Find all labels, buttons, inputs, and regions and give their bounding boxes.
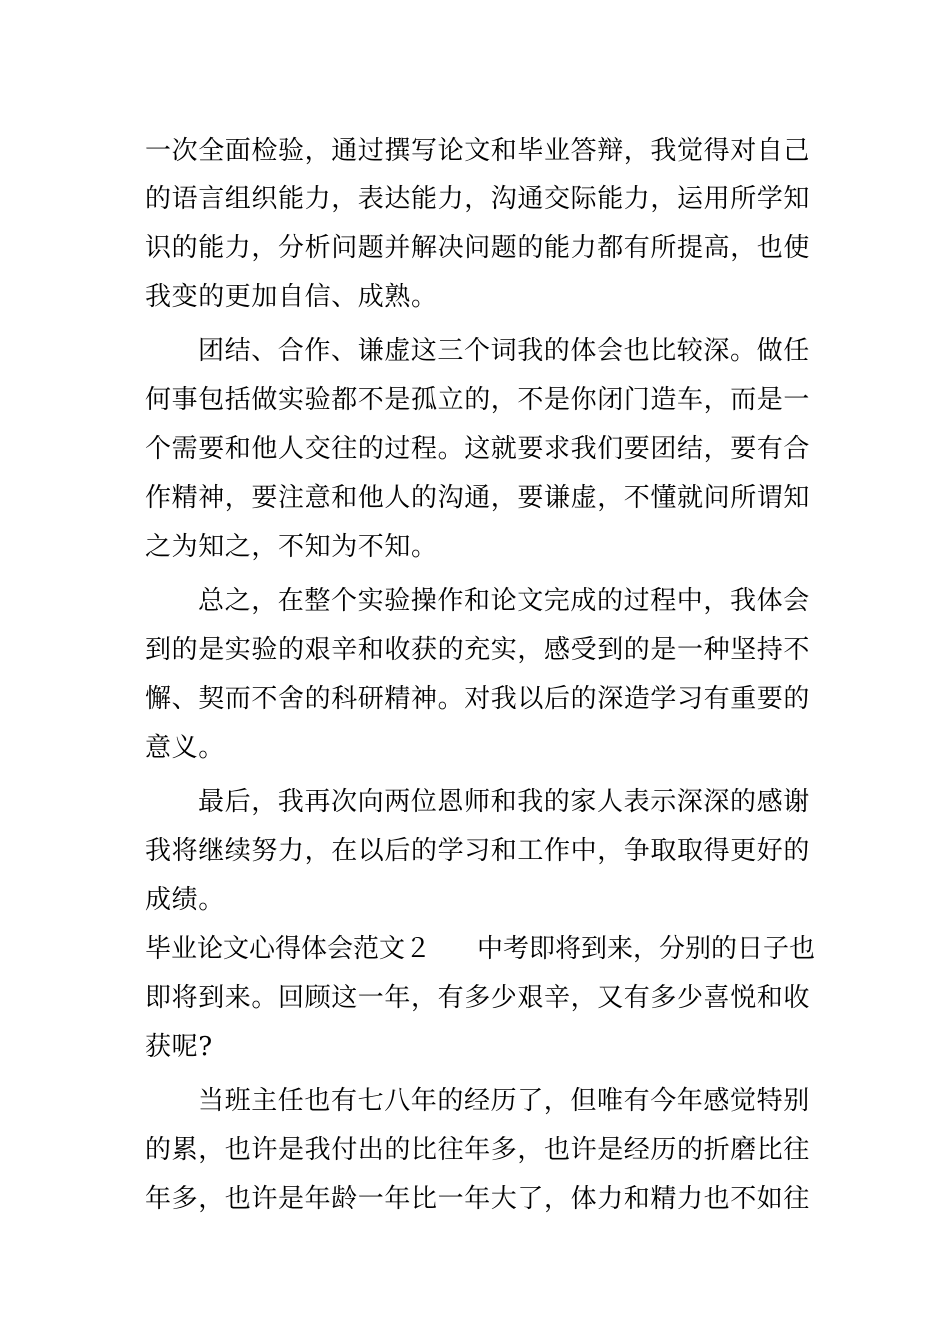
paragraph-5-line-1: 中考即将到来，分别的日子也: [477, 934, 816, 964]
paragraph-4-line-3: 成绩。: [145, 885, 225, 915]
paragraph-3-line-2: 到的是实验的艰辛和收获的充实，感受到的是一种坚持不: [145, 635, 811, 665]
paragraph-4-line-1: 最后，我再次向两位恩师和我的家人表示深深的感谢: [198, 787, 810, 817]
paragraph-6-line-1: 当班主任也有七八年的经历了，但唯有今年感觉特别: [198, 1086, 810, 1116]
paragraph-6-line-3: 年多，也许是年龄一年比一年大了，体力和精力也不如往: [145, 1184, 811, 1214]
section-heading: 毕业论文心得体会范文２: [145, 934, 432, 964]
paragraph-2-line-1: 团结、合作、谦虚这三个词我的体会也比较深。做任: [198, 336, 810, 366]
paragraph-4-line-2: 我将继续努力，在以后的学习和工作中，争取取得更好的: [145, 836, 811, 866]
paragraph-3-line-4: 意义。: [145, 733, 225, 763]
paragraph-5-line-3: 获呢?: [145, 1032, 213, 1062]
section-heading-line: [145, 931, 815, 967]
paragraph-2-line-2: 何事包括做实验都不是孤立的，不是你闭门造车，而是一: [145, 385, 811, 415]
paragraph-3-line-3: 懈、契而不舍的科研精神。对我以后的深造学习有重要的: [145, 684, 811, 714]
paragraph-2-line-3: 个需要和他人交往的过程。这就要求我们要团结，要有合: [145, 434, 811, 464]
paragraph-2-line-5: 之为知之，不知为不知。: [145, 532, 438, 562]
paragraph-6-line-2: 的累，也许是我付出的比往年多，也许是经历的折磨比往: [145, 1135, 811, 1165]
paragraph-1-line-1: 一次全面检验，通过撰写论文和毕业答辩，我觉得对自己: [145, 136, 811, 166]
paragraph-5-line-2: 即将到来。回顾这一年，有多少艰辛，又有多少喜悦和收: [145, 983, 811, 1013]
paragraph-1-line-2: 的语言组织能力，表达能力，沟通交际能力，运用所学知: [145, 184, 811, 214]
paragraph-3-line-1: 总之，在整个实验操作和论文完成的过程中，我体会: [198, 586, 810, 616]
paragraph-2-line-4: 作精神，要注意和他人的沟通，要谦虚，不懂就问所谓知: [145, 483, 811, 513]
paragraph-1-line-3: 识的能力，分析问题并解决问题的能力都有所提高，也使: [145, 233, 811, 263]
paragraph-1-line-4: 我变的更加自信、成熟。: [145, 282, 438, 312]
